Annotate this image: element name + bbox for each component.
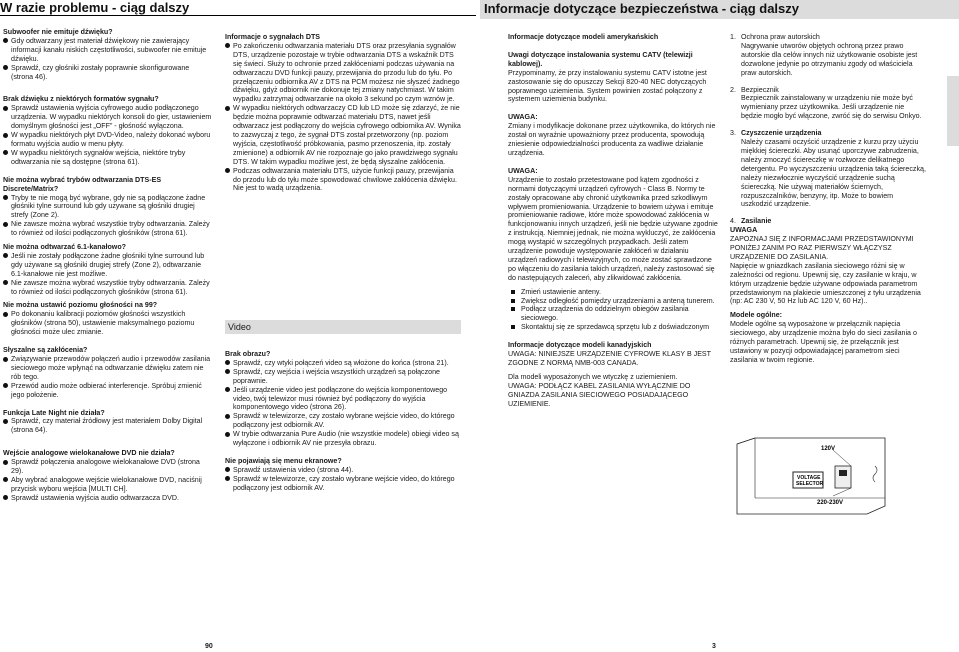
paragraph: UWAGA: PODŁĄCZ KABEL ZASILANIA WYŁĄCZNIE DO GNIAZDA ZASILANIA SIECIOWEGO POSIADAJĄCEGO UZIEMIENIE. bbox=[508, 381, 691, 408]
list-item: Zwiększ odległość pomiędzy urządzeniami a anteną tunerem. bbox=[508, 297, 718, 306]
list-item: Sprawdź, czy materiał źródłowy jest materiałem Dolby Digital (strona 64). bbox=[3, 417, 213, 435]
list-item: Nie zawsze można wybrać wszystkie tryby odtwarzania. Zależy to również od ilości podłączonych głośników (strona 61). bbox=[3, 220, 213, 238]
item-text: Należy czasami oczyścić urządzenie z kurzu przy użyciu miękkiej ściereczki. Aby usunąć uporczywe zabrudzenia, należy zmoczyć ściereczkę w rozłworze delikatnego detergentu. Po wyczyszczeniu urządzenia taką ściereczką, należy niezwłocznie wyczyścić urządzenie suchą ściereczką. Nie używaj materiałów ściernych, rozpuszczalników, benzyny, itp. Może to bowiem uszkodzić urządzenie. bbox=[741, 138, 926, 209]
list-item: Sprawdź w telewizorze, czy zostało wybrane wejście video, do którego podłączony jest odbiornik AV. bbox=[225, 475, 461, 493]
list-item: W wypadku niektórych płyt DVD-Video, należy dokonać wyboru formatu wyjścia audio w menu płyty. bbox=[3, 131, 213, 149]
paragraph: Przypominamy, że przy instalowaniu systemu CATV istotne jest zastosowanie się do opuszczy Sekcji 820-40 NEC dotyczących poprawnego uziemienia. System powinien zostać połączony z systemem uziemienia budynku. bbox=[508, 68, 707, 104]
paragraph: UWAGA: NINIEJSZE URZĄDZENIE CYFROWE KLASY B JEST ZGODNE Z NORMĄ NMB-003 CANADA. bbox=[508, 350, 711, 367]
paragraph: Modele ogólne są wyposażone w przełącznik napięcia sieciowego, aby urządzenie można było do sieci zasilania o różnych parametrach. Upewnij się, że przełącznik jest ustawiony w pozycji odpowiadającej parametrom sieci zasilania w twoim regionie. bbox=[730, 320, 917, 364]
item-title: Ochrona praw autorskich bbox=[741, 33, 820, 41]
video-section-label: Video bbox=[228, 322, 251, 332]
list-item: Sprawdź, czy głośniki zostały poprawnie skonfigurowane (strona 46). bbox=[3, 64, 213, 82]
page-number-right: 3 bbox=[712, 643, 716, 650]
selector-switch bbox=[835, 466, 851, 488]
list-item: W trybie odtwarzania Pure Audio (nie wszystkie modele) obiegi video są wyłączone i odbiornik AV nie przesyła obrazu. bbox=[225, 430, 461, 448]
list-item: Zmień ustawienie anteny. bbox=[508, 288, 718, 297]
list-item: Podczas odtwarzania materiału DTS, użycie funkcji pauzy, przewijania do przodu lub do tyłu może spowodować chwilowe zakłócenia dźwięku. Nie jest to wadą urządzenia. bbox=[225, 167, 461, 194]
list-item: Sprawdź ustawienia wyjścia audio odtwarzacza DVD. bbox=[3, 494, 213, 503]
paragraph: Zmiany i modyfikacje dokonane przez użytkownika, do których nie został on wyraźnie upoważniony przez producenta, spowodują zniesienie odpowiedzialności producenta za wadliwe działanie urządzenia. bbox=[508, 122, 716, 157]
section-heading: Słyszalne są zakłócenia? bbox=[3, 346, 88, 355]
list-item: Tryby te nie mogą być wybrane, gdy nie są podłączone żadne głośniki tylne surround lub gdy używane są głośniki drugiej strefy (Zone 2). bbox=[3, 194, 213, 221]
voltage-selector-figure bbox=[735, 436, 890, 516]
item-title: Czyszczenie urządzenia bbox=[741, 129, 822, 138]
column-dts-info bbox=[225, 33, 461, 193]
paragraph: Dla modeli wyposażonych we wtyczkę z uziemieniem. bbox=[508, 372, 678, 381]
item-number: 1. bbox=[730, 33, 736, 41]
voltage-220-label: 220-230V bbox=[817, 500, 844, 506]
section-heading: Informacje o sygnałach DTS bbox=[225, 33, 321, 41]
side-tab-marker bbox=[947, 76, 959, 146]
list-item bbox=[730, 217, 926, 226]
page-title-left: W razie problemu - ciąg dalszy bbox=[0, 0, 190, 15]
section-heading: Informacje dotyczące modeli kanadyjskich bbox=[508, 341, 652, 350]
section-heading: Modele ogólne: bbox=[730, 311, 783, 320]
item-number: 2. bbox=[730, 85, 736, 94]
section-heading: Nie można ustawić poziomu głośności na 99? bbox=[3, 301, 158, 310]
list-item: Sprawdź ustawienia video (strona 44). bbox=[225, 466, 461, 475]
voltage-120-label: 120V bbox=[821, 446, 836, 452]
section-heading: Brak obrazu? bbox=[225, 350, 271, 358]
note-label: UWAGA bbox=[730, 226, 758, 235]
page-number-left: 90 bbox=[205, 643, 213, 650]
section-heading: Funkcja Late Night nie działa? bbox=[3, 408, 105, 417]
list-item: Aby wybrać analogowe wejście wielokanałowe DVD, naciśnij przycisk wyboru wejścia [MULTI CH]. bbox=[3, 476, 213, 494]
paragraph: ZAPOZNAJ SIĘ Z INFORMACJAMI PRZEDSTAWIONYMI PONIŻEJ ZANIM PO RAZ PIERWSZY WŁĄCZYSZ URZĄDZENIE DO ZASILANIA. bbox=[730, 235, 914, 261]
page-title-right: Informacje dotyczące bezpieczeństwa - ciąg dalszy bbox=[484, 1, 800, 16]
voltage-selector-label-line1: VOLTAGE bbox=[797, 475, 821, 481]
list-item: W wypadku niektórych sygnałów wejścia, niektóre tryby odtwarzania nie są dostępne (strona 61). bbox=[3, 149, 213, 167]
item-number: 3. bbox=[730, 129, 736, 138]
item-title: Zasilanie bbox=[741, 217, 772, 226]
note-label: UWAGA: bbox=[508, 113, 538, 122]
item-number: 4. bbox=[730, 217, 736, 226]
paragraph: Napięcie w gniazdkach zasilania sieciowego różni się w zależności od regionu. Upewnij się, czy zasilanie w kraju, w którym urządzenie będzie używane odpowiada parametrom przedstawionym na plakiecie umieszczonej z tyłu urządzenia (np: AC 230 V, 50 Hz lub AC 120 V, 60 Hz).. bbox=[730, 261, 921, 306]
section-heading: Wejście analogowe wielokanałowe DVD nie działa? bbox=[3, 449, 175, 458]
list-item: W wypadku niektórych odtwarzaczy CD lub LD może się zdarzyć, że nie będzie można poprawnie odtwarzać materiału DTS, nawet jeśli odtwarzacz jest podłączony do wejścia cyfrowego odbiornika AV. Wynika to zazwyczaj z tego, że sygnał DTS został przetworzony (np. poziom wyjścia, częstotliwość próbkowania, pasmo przenoszenia, itp. zostały zmienione) a odbiornik AV nie rozpoznaje go jako prawdziwego sygnału DTS. W takim wypadku możliwe jest, że będą słyszalne zakłócenia. bbox=[225, 104, 461, 166]
section-heading: Brak dźwięku z niektórych formatów sygnału? bbox=[3, 95, 159, 104]
list-item: Skontaktuj się ze sprzedawcą sprzętu lub z doświadczonym bbox=[508, 323, 718, 332]
column-safety-notes bbox=[730, 33, 926, 365]
section-heading: Nie pojawiają się menu ekranowe? bbox=[225, 456, 342, 465]
column-us-canada-info bbox=[508, 33, 718, 409]
list-item: Po zakończeniu odtwarzania materiału DTS oraz przesyłania sygnałów DTS, urządzenie pozostaje w trybie odtwarzania DTS a wskaźnik DTS się świeci. Służy to ochronie przed zakłóceniami podczas używania na odtwarzaczu DVD funkcji pauzy, przewijania do przodu lub do tyłu. Po przełączeniu odbiornika AV z DTS na PCM możesz nie słyszeć żadnego dźwięku, gdyż odbiornik nie dokonuje tej zmiany natychmiast. W takim wypadku zatrzymaj odtwarzanie na około 3 sekund po czym wznów je. bbox=[225, 42, 461, 104]
list-item: Sprawdź połączenia analogowe wielokanałowe DVD (strona 29). bbox=[3, 458, 213, 476]
section-heading: Informacje dotyczące modeli amerykańskich bbox=[508, 33, 659, 41]
paragraph: Urządzenie to zostało przetestowane pod kątem zgodności z normami dotyczącymi urządzeń cyfrowych - Class B. Normy te zostały opracowane aby chronić użytkownika przed szkodliwym wpływem promieniowania. Urządzenie to bowiem używa i emituje promieniowanie radiowe, które może spowodować zakłócenia w funkcjonowaniu innych urządzeń, jeśli nie będzie używane zgodnie z instrukcją. Niemniej jednak, nie można wykluczyć, że zakłócenia mogą wystąpić w szczególnych przypadkach. Jeśli zatem urządzenie powoduje występowanie zakłóceń w działaniu urządzeń radiowych i telewizyjnych, co może zostać sprawdzone po włączeniu do zasilania takich urządzeń, należy zastosować się do następujących zaleceń, aby zlikwidować zakłócenia. bbox=[508, 175, 718, 282]
section-heading: Nie można wybrać trybów odtwarzania DTS-ES Discrete/Matrix? bbox=[3, 175, 162, 193]
header-rule bbox=[0, 15, 476, 16]
voltage-selector-label-line2: SELECTOR bbox=[796, 481, 824, 487]
list-item: Sprawdź ustawienia wyjścia cyfrowego audio podłączonego urządzenia. W wypadku niektórych konsoli do gier, ustawieniem domyślnym głośności jest „OFF” - głośność wyłączona. bbox=[3, 104, 213, 131]
list-item: Podłącz urządzenia do oddzielnym obiegów zasilania sieciowego. bbox=[508, 305, 718, 323]
subsection-heading: Uwagi dotyczące instalowania systemu CATV (telewizji kablowej). bbox=[508, 50, 693, 68]
list-item: Związywanie przewodów połączeń audio i przewodów zasilania sieciowego może wpłynąć na odtwarzanie dźwięku zatem nie rób tego. bbox=[3, 355, 213, 382]
selector-switch-knob bbox=[839, 470, 847, 476]
section-heading: Nie można odtwarzać 6.1-kanałowo? bbox=[3, 243, 126, 252]
list-item: Sprawdź, czy wtyki połączeń video są włożone do końca (strona 21). bbox=[225, 359, 461, 368]
list-item: Sprawdź, czy wejścia i wejścia wszystkich urządzeń są połączone poprawnie. bbox=[225, 368, 461, 386]
list-item: Gdy odtwarzany jest materiał dźwiękowy nie zawierający informacji kanału niskich częstotliwości, subwoofer nie emituje dźwięku. bbox=[3, 37, 213, 64]
note-label: UWAGA: bbox=[508, 166, 538, 175]
list-item bbox=[730, 86, 926, 122]
video-section-bar bbox=[225, 320, 461, 334]
column-video-troubleshooting bbox=[225, 350, 461, 493]
column-troubleshooting-audio bbox=[3, 28, 213, 503]
item-text: Bezpiecznik zainstalowany w urządzeniu nie może być wymieniany przez użytkownika. Jeśli urządzenie nie będzie mogło być włączone, zwróć się do serwisu Onkyo. bbox=[741, 94, 922, 121]
list-item: Nie zawsze można wybrać wszystkie tryby odtwarzania. Zależy to również od ilości podłączonych głośników (strona 61). bbox=[3, 279, 213, 297]
list-item bbox=[730, 129, 926, 209]
list-item bbox=[730, 33, 926, 78]
section-heading: Subwoofer nie emituje dźwięku? bbox=[3, 28, 113, 36]
list-item: Sprawdź w telewizorze, czy zostało wybrane wejście video, do którego podłączony jest odbiornik AV. bbox=[225, 412, 461, 430]
item-text: Nagrywanie utworów objętych ochroną przez prawo autorskie dla celów innych niż użytkowanie osobiste jest dozwolone jedynie po otrzymaniu zgody od właściciela praw autorskich. bbox=[741, 41, 918, 77]
list-item: Jeśli nie zostały podłączone żadne głośniki tylne surround lub gdy używane są głośniki drugiej strefy (Zone 2), odtwarzanie 6.1-kanałowe nie jest możliwe. bbox=[3, 252, 213, 279]
list-item: Po dokonaniu kalibracji poziomów głośności wszystkich głośników (strona 50), ustawienie maksymalnego poziomu głośności może ulec zmianie. bbox=[3, 310, 213, 337]
page-title-right-bar bbox=[480, 0, 959, 19]
list-item: Jeśli urządzenie video jest podłączone do wejścia komponentowego video, twój telewizor musi również być podłączony do wyjścia komponentowego video (strona 26). bbox=[225, 386, 461, 413]
list-item: Przewód audio może odbierać interferencje. Spróbuj zmienić jego położenie. bbox=[3, 382, 213, 400]
item-title: Bezpiecznik bbox=[741, 85, 779, 94]
